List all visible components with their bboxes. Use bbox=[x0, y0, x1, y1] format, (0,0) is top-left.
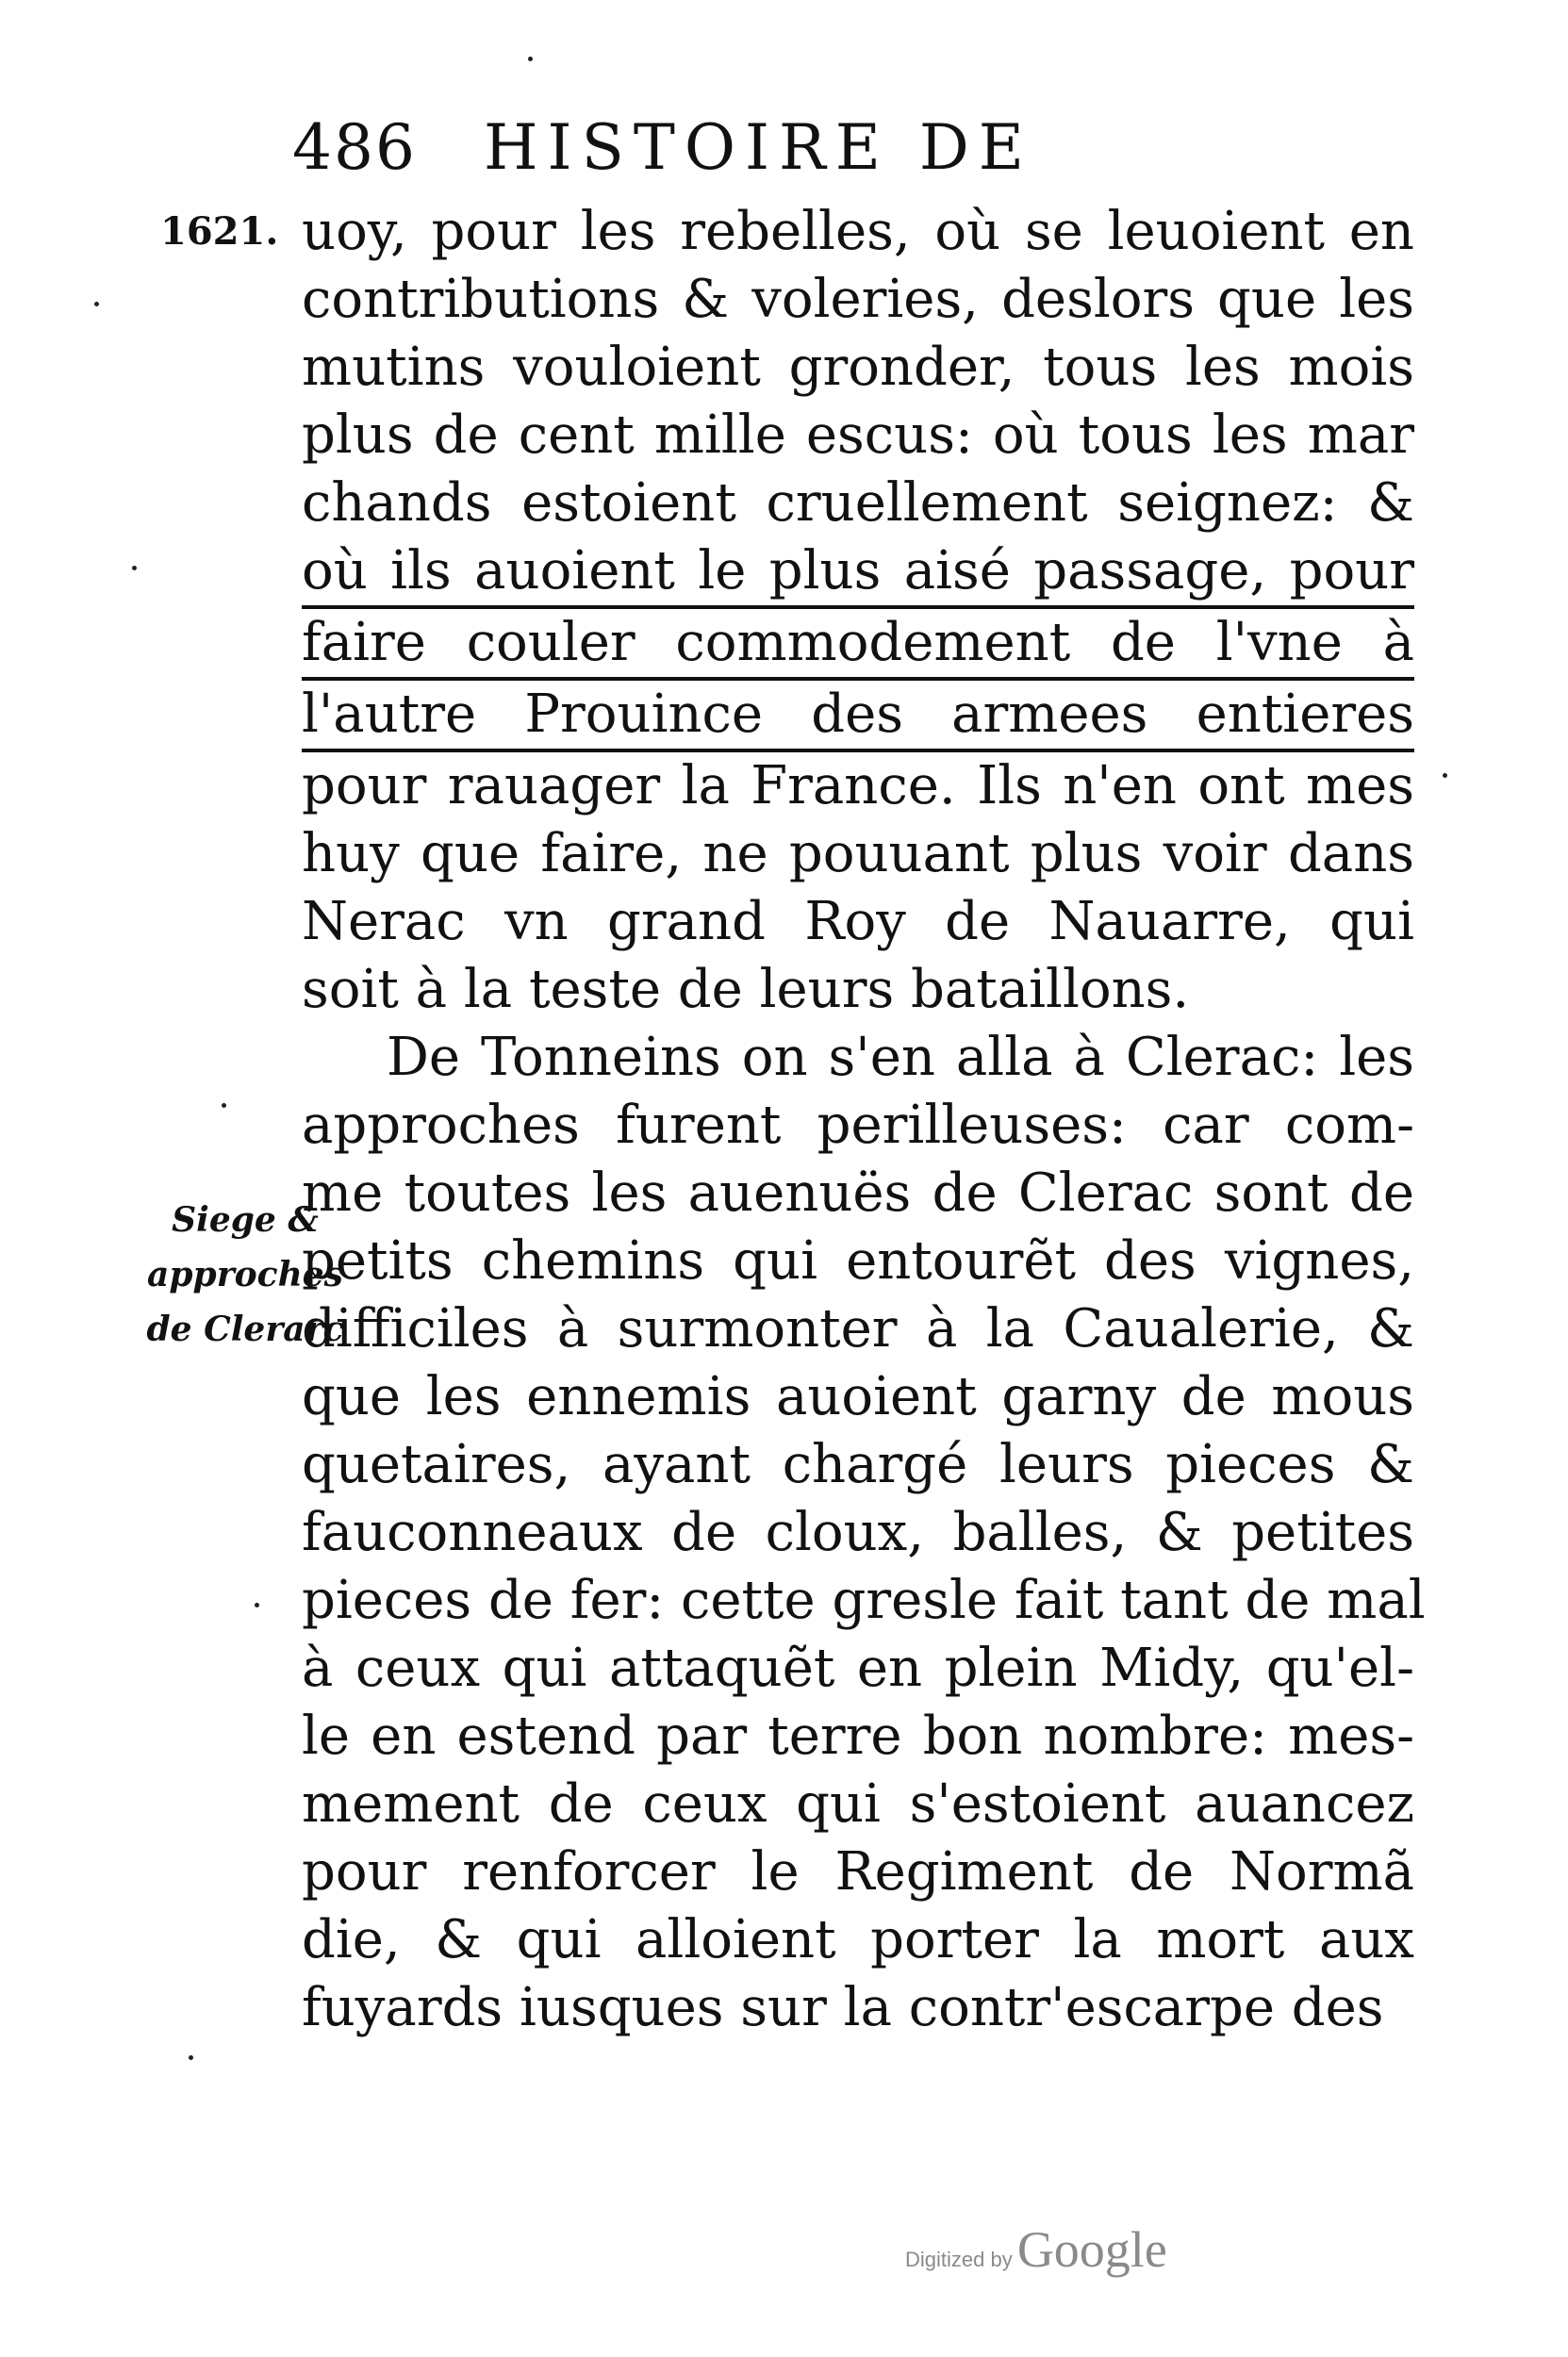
text-line-underlined: faire couler commodement de l'vne à bbox=[302, 609, 1414, 681]
text-line: petits chemins qui entourẽt des vignes, bbox=[302, 1230, 1414, 1292]
text-line-indented: De Tonneins on s'en alla à Clerac: les bbox=[387, 1027, 1414, 1088]
text-line: mement de ceux qui s'estoient auancez bbox=[302, 1773, 1414, 1835]
text-line: plus de cent mille escus: où tous les mar bbox=[302, 404, 1414, 466]
print-speck bbox=[1443, 773, 1447, 778]
text-line: uoy, pour les rebelles, où se leuoient en bbox=[302, 201, 1414, 262]
text-line: à ceux qui attaquẽt en plein Midy, qu'el- bbox=[302, 1638, 1414, 1699]
print-speck bbox=[189, 2055, 193, 2060]
text-line: quetaires, ayant chargé leurs pieces & bbox=[302, 1434, 1414, 1495]
text-line: chands estoient cruellement seignez: & bbox=[302, 472, 1414, 534]
text-line: le en estend par terre bon nombre: mes- bbox=[302, 1706, 1414, 1767]
text-line: huy que faire, ne pouuant plus voir dans bbox=[302, 823, 1414, 884]
text-line: approches furent perilleuses: car com- bbox=[302, 1095, 1414, 1156]
running-title: HISTOIRE DE bbox=[483, 111, 1033, 184]
margin-note-line: de Clerarc bbox=[146, 1310, 344, 1349]
print-speck bbox=[132, 566, 137, 570]
print-speck bbox=[255, 1603, 259, 1607]
text-line: die, & qui alloient porter la mort aux bbox=[302, 1909, 1414, 1970]
text-line: me toutes les auenuës de Clerac sont de bbox=[302, 1162, 1414, 1224]
text-line: pieces de fer: cette gresle fait tant de mal bbox=[302, 1570, 1426, 1631]
text-line: fauconneaux de cloux, balles, & petites bbox=[302, 1502, 1414, 1563]
text-line: pour rauager la France. Ils n'en ont mes bbox=[302, 755, 1414, 816]
text-line-underlined: l'autre Prouince des armees entieres bbox=[302, 681, 1414, 752]
page-number: 486 bbox=[292, 111, 417, 184]
text-line: Nerac vn grand Roy de Nauarre, qui bbox=[302, 891, 1414, 952]
margin-note-line: approches bbox=[147, 1255, 343, 1294]
text-line: fuyards iusques sur la contr'escarpe des bbox=[302, 1977, 1384, 2038]
print-speck bbox=[528, 57, 533, 61]
text-line: pour renforcer le Regiment de Normã bbox=[302, 1841, 1414, 1903]
margin-year: 1621. bbox=[160, 209, 279, 254]
text-line: difficiles à surmonter à la Caualerie, & bbox=[302, 1298, 1414, 1360]
text-line-underlined: où ils auoient le plus aisé passage, pour bbox=[302, 537, 1414, 609]
digitized-by-label: Digitized by bbox=[905, 2248, 1013, 2271]
margin-note bbox=[141, 1193, 349, 1357]
print-speck bbox=[94, 302, 99, 306]
margin-note-line: Siege & bbox=[172, 1200, 319, 1240]
text-line: soit à la teste de leurs bataillons. bbox=[302, 959, 1190, 1020]
digitization-watermark bbox=[905, 2220, 1167, 2279]
text-line: que les ennemis auoient garny de mous bbox=[302, 1366, 1414, 1427]
body-text bbox=[302, 198, 1426, 2042]
print-speck bbox=[222, 1103, 226, 1108]
text-line: mutins vouloient gronder, tous les mois bbox=[302, 337, 1414, 398]
page-header bbox=[292, 111, 1033, 184]
google-logo: Google bbox=[1016, 2221, 1167, 2278]
text-line: contributions & voleries, deslors que les bbox=[302, 269, 1414, 330]
